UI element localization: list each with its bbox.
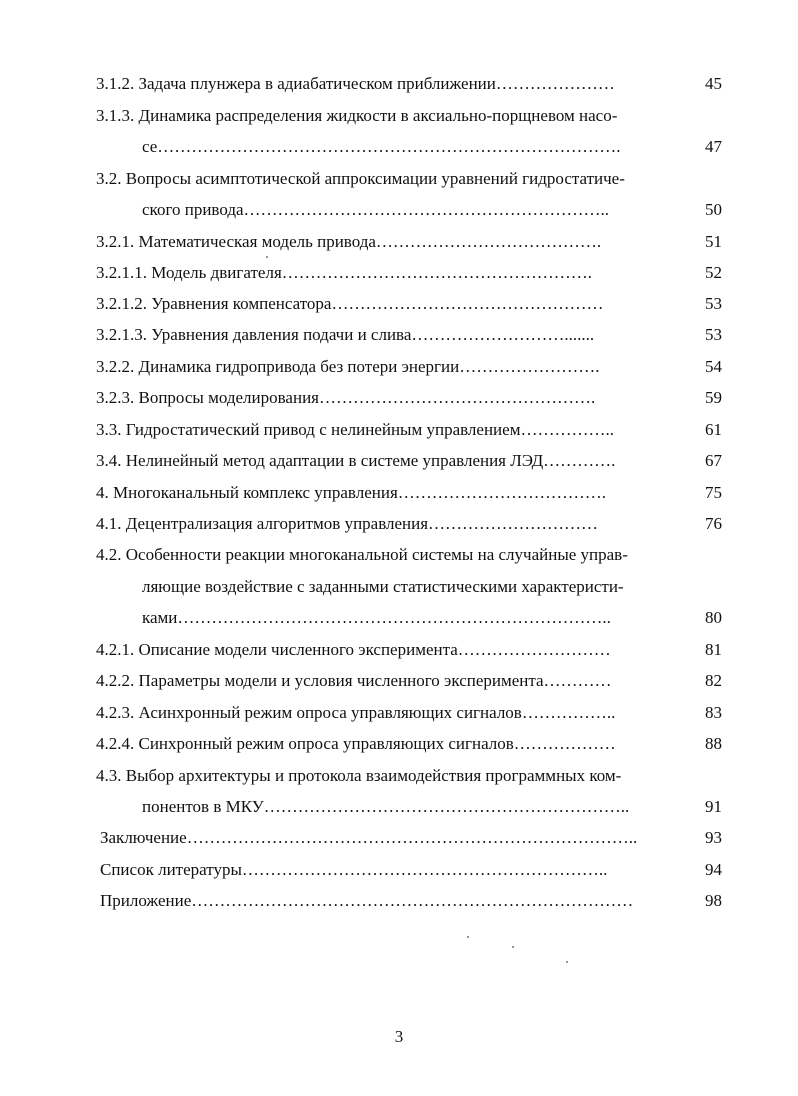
toc-entry-page: 53 [705, 325, 722, 344]
toc-entry-text: Заключение…………………………………………………………………….. [100, 828, 638, 847]
toc-entry-text: 3.4. Нелинейный метод адаптации в системе управления ЛЭД…………. [96, 451, 616, 470]
toc-entry-text: ками………………………………………………………………….. [142, 608, 611, 627]
toc-entry [0, 605, 798, 631]
toc-entry [0, 291, 798, 317]
toc-entry [0, 857, 798, 883]
toc-entry-text: се………………………………………………………………………. [142, 137, 621, 156]
toc-entry-page: 80 [705, 608, 722, 627]
toc-entry-text: 4.3. Выбор архитектуры и протокола взаимодействия программных ком- [96, 766, 622, 785]
toc-entry [0, 322, 798, 348]
toc-entry [0, 794, 798, 820]
toc-entry-page: 94 [705, 860, 722, 879]
toc-entry-page: 75 [705, 483, 722, 502]
scan-speck [467, 936, 469, 938]
toc-entry-text: Список литературы……………………………………………………….. [100, 860, 608, 879]
toc-entry-text: 3.2.3. Вопросы моделирования…………………………………………. [96, 388, 596, 407]
toc-entry-page: 53 [705, 294, 722, 313]
toc-entry-text: 4.2.4. Синхронный режим опроса управляющих сигналов……………… [96, 734, 616, 753]
scan-speck [266, 256, 268, 258]
toc-entry-page: 51 [705, 232, 722, 251]
toc-entry-text: понентов в МКУ……………………………………………………….. [142, 797, 630, 816]
toc-entry-text: 3.2. Вопросы асимптотической аппроксимации уравнений гидростатиче- [96, 169, 625, 188]
toc-entry [0, 354, 798, 380]
toc-entry [0, 668, 798, 694]
toc-entry-text: 3.2.1.1. Модель двигателя………………………………………………. [96, 263, 593, 282]
toc-entry-page: 67 [705, 451, 722, 470]
toc-entry [0, 229, 798, 255]
toc-entry [0, 574, 798, 600]
toc-entry [0, 542, 798, 568]
toc-entry [0, 731, 798, 757]
toc-entry-page: 88 [705, 734, 722, 753]
toc-entry-text: 4.2.1. Описание модели численного эксперимента……………………… [96, 640, 611, 659]
toc-entry-text: 3.1.2. Задача плунжера в адиабатическом приближении………………… [96, 74, 615, 93]
toc-entry-page: 50 [705, 200, 722, 219]
toc-entry-page: 45 [705, 74, 722, 93]
toc-entry [0, 166, 798, 192]
toc-entry-page: 98 [705, 891, 722, 910]
toc-entry-page: 52 [705, 263, 722, 282]
toc-entry [0, 71, 798, 97]
toc-entry-text: 3.2.1.2. Уравнения компенсатора………………………………………… [96, 294, 604, 313]
toc-entry-text: ляющие воздействие с заданными статистическими характеристи- [142, 577, 624, 596]
scan-speck [512, 946, 514, 948]
page-number: 3 [394, 1027, 404, 1046]
toc-entry [0, 825, 798, 851]
toc-entry [0, 197, 798, 223]
toc-entry-page: 47 [705, 137, 722, 156]
toc-entry-text: 4.2.3. Асинхронный режим опроса управляющих сигналов…………….. [96, 703, 616, 722]
toc-entry-page: 76 [705, 514, 722, 533]
toc-entry [0, 417, 798, 443]
toc-entry [0, 103, 798, 129]
toc-entry-text: 3.2.2. Динамика гидропривода без потери энергии……………………. [96, 357, 600, 376]
toc-entry-text: 4.2.2. Параметры модели и условия численного эксперимента………… [96, 671, 612, 690]
toc-entry-page: 61 [705, 420, 722, 439]
toc-entry [0, 511, 798, 537]
toc-entry-text: 4.2. Особенности реакции многоканальной системы на случайные управ- [96, 545, 628, 564]
toc-entry [0, 637, 798, 663]
toc-entry-text: 3.2.1.3. Уравнения давления подачи и слива………………………....... [96, 325, 595, 344]
toc-entry-page: 54 [705, 357, 722, 376]
toc-entry [0, 763, 798, 789]
toc-entry-text: 4. Многоканальный комплекс управления………………………………. [96, 483, 607, 502]
toc-entry [0, 448, 798, 474]
toc-entry [0, 480, 798, 506]
toc-entry-text: Приложение…………………………………………………………………… [100, 891, 634, 910]
scan-speck [566, 961, 568, 963]
toc-entry [0, 700, 798, 726]
toc-entry-text: 3.3. Гидростатический привод с нелинейным управлением…………….. [96, 420, 614, 439]
toc-entry-text: 4.1. Децентрализация алгоритмов управления………………………… [96, 514, 599, 533]
toc-entry [0, 260, 798, 286]
toc-entry-page: 91 [705, 797, 722, 816]
toc-entry-text: 3.2.1. Математическая модель привода…………………………………. [96, 232, 602, 251]
toc-entry [0, 385, 798, 411]
toc-entry-page: 93 [705, 828, 722, 847]
toc-entry-text: 3.1.3. Динамика распределения жидкости в аксиально-порщневом насо- [96, 106, 618, 125]
toc-entry-page: 83 [705, 703, 722, 722]
toc-entry-page: 81 [705, 640, 722, 659]
toc-entry-page: 59 [705, 388, 722, 407]
toc-entry-page: 82 [705, 671, 722, 690]
toc-entry-text: ского привода……………………………………………………….. [142, 200, 610, 219]
toc-entry [0, 134, 798, 160]
toc-entry [0, 888, 798, 914]
